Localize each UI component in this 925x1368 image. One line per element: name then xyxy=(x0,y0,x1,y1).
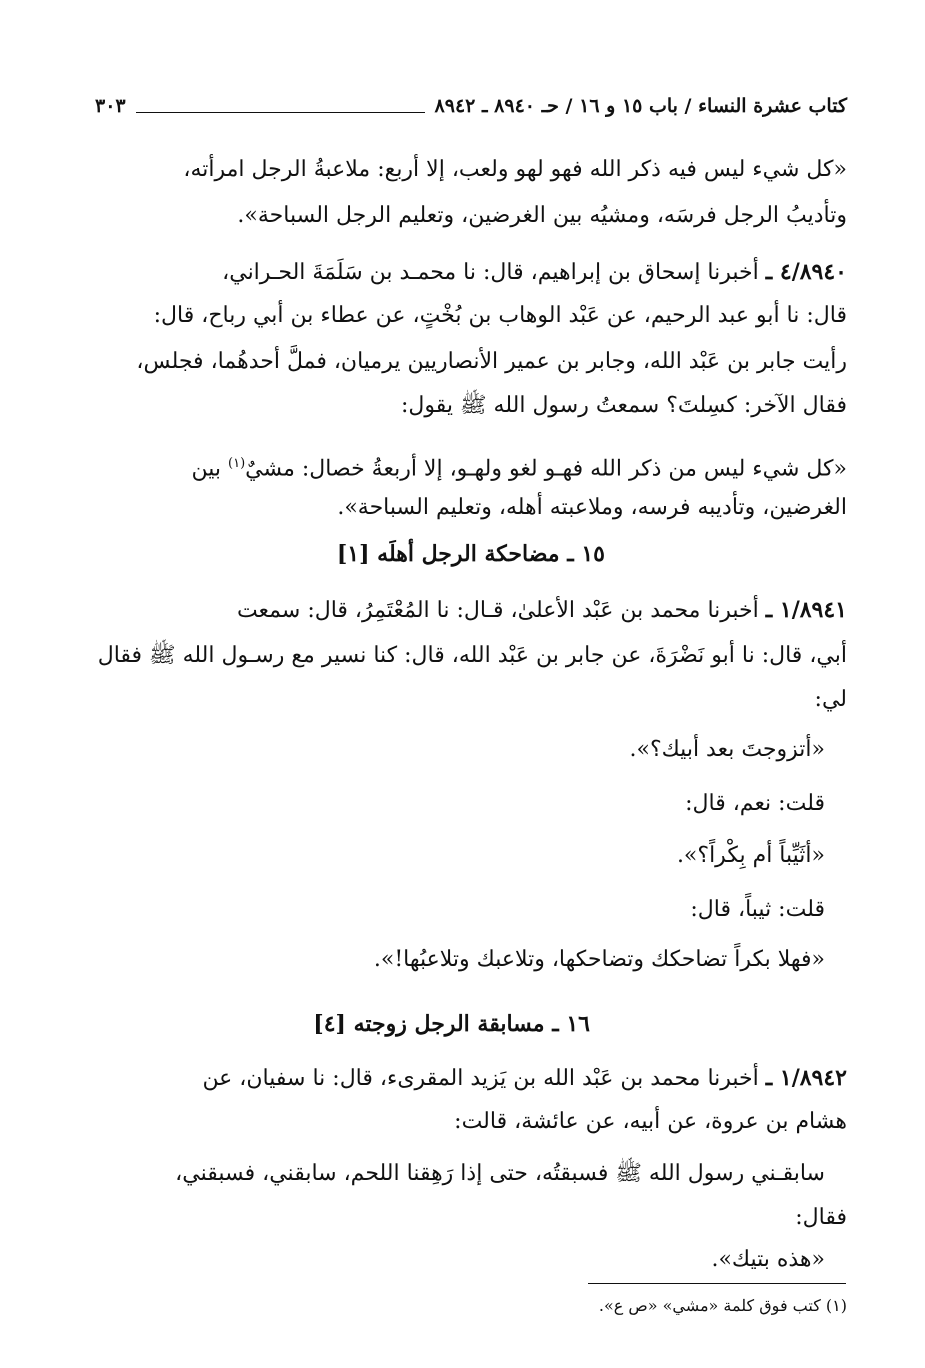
section-title xyxy=(313,1004,590,1044)
hadith-number: ١/٨٩٤٢ ـ xyxy=(765,1065,847,1091)
hadith-line: لي: xyxy=(814,687,847,712)
footnote: (١) كتب فوق كلمة «مشي» «ص ع». xyxy=(598,1296,847,1315)
section-ref: [١] xyxy=(336,541,370,567)
hadith-line: رأيت جابر بن عَبْد الله، وجابر بن عمير الأنصاريين يرميان، فملَّ أحدهُما، فجلس، xyxy=(136,349,847,374)
quote-line: «كل شيء ليس فيه ذكر الله فهو لهو ولعب، إلا أربع: ملاعبةُ الرجل امرأته، xyxy=(183,157,847,182)
quote-text: «كل شيء ليس من ذكر الله فهـو لغو ولهـو، إلا أربعةُ خصال: مشيٌ xyxy=(245,456,847,482)
hadith-line: فقال الآخر: كسِلتَ؟ سمعتُ رسول الله ﷺ يقول: xyxy=(400,393,847,418)
section-heading: ١٥ ـ مضاحكة الرجل أهلَه xyxy=(377,541,605,567)
header-title: كتاب عشرة النساء / باب ١٥ و ١٦ / حـ ٨٩٤٠ ـ ٨٩٤٢ xyxy=(434,95,847,117)
hadith-text: أخبرنا محمد بن عَبْد الله بن يَزيد المقرىء، قال: نا سفيان، عن xyxy=(202,1066,759,1091)
dialogue-line: قلت: نعم، قال: xyxy=(685,791,825,816)
hadith-number: ١/٨٩٤١ ـ xyxy=(765,597,847,623)
footnote-marker: (١) xyxy=(228,456,246,471)
hadith-line: سابقـني رسول الله ﷺ فسبقتُه، حتى إذا رَهِقنا اللحم، سابقني، فسبقني، xyxy=(175,1161,825,1186)
dialogue-line: «هذه بتيك». xyxy=(711,1247,825,1272)
quote-text: بين xyxy=(191,456,222,482)
quote-line: الغرضين، وتأديبه فرسه، وملاعبته أهله، وتعليم السباحة». xyxy=(337,495,847,520)
hadith-line: هشام بن عروة، عن أبيه، عن عائشة، قالت: xyxy=(454,1109,847,1134)
section-heading: ١٦ ـ مسابقة الرجل زوجته xyxy=(353,1011,590,1037)
hadith-number: ٤/٨٩٤٠ ـ xyxy=(765,259,847,285)
section-ref: [٤] xyxy=(313,1011,346,1037)
hadith-text: أخبرنا إسحاق بن إبراهيم، قال: نا محمـد بن سَلَمَةَ الحـراني، xyxy=(222,260,759,285)
footnote-rule xyxy=(588,1283,846,1284)
section-title xyxy=(337,534,605,574)
quote-line: وتأديبُ الرجل فرسَه، ومشيُه بين الغرضين، وتعليم الرجل السباحة». xyxy=(237,203,847,228)
hadith-line: فقال: xyxy=(795,1205,847,1230)
dialogue-line: «فهلا بكراً تضاحكك وتضاحكها، وتلاعبك وتلاعبُها!». xyxy=(373,947,825,972)
hadith-text: أخبرنا محمد بن عَبْد الأعلىٰ، قـال: نا المُعْتَمِرُ، قال: سمعت xyxy=(236,598,759,623)
page-number: ٣٠٣ xyxy=(95,95,126,117)
dialogue-line: قلت: ثيباً، قال: xyxy=(690,897,825,922)
running-header xyxy=(95,90,847,122)
header-rule xyxy=(136,112,425,113)
hadith-line: أبي، قال: نا أبو نَضْرَةَ، عن جابر بن عَبْد الله، قال: كنا نسير مع رسـول الله ﷺ فقال xyxy=(97,643,847,668)
dialogue-line: «أثَيِّباً أم بِكْراً؟». xyxy=(676,843,825,868)
hadith-line: قال: نا أبو عبد الرحيم، عن عَبْد الوهاب بن بُخْتٍ، عن عطاء بن أبي رباح، قال: xyxy=(153,303,847,328)
dialogue-line: «أتزوجتَ بعد أبيك؟». xyxy=(629,737,825,762)
